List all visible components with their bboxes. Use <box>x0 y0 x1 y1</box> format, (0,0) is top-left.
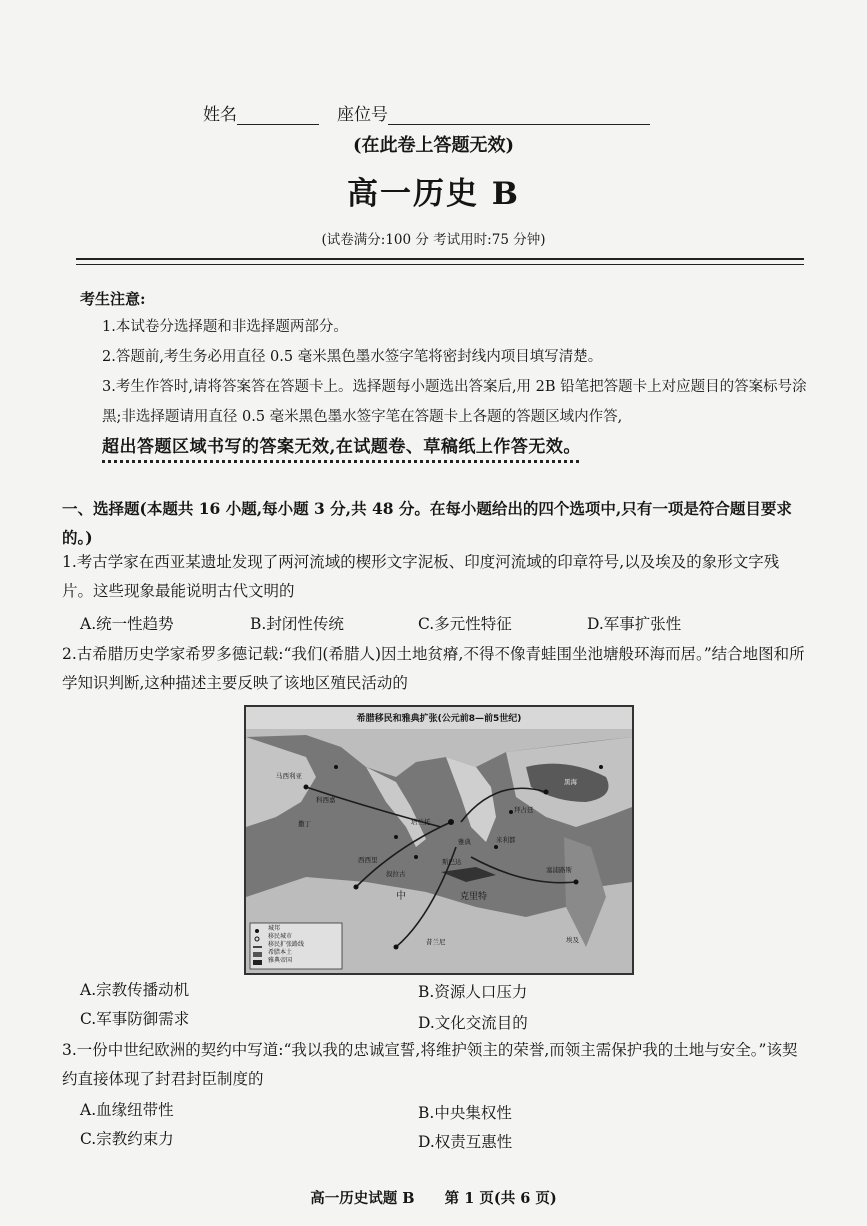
legend-item: 移民扩张路线 <box>268 941 305 948</box>
map-label: 塔兰托 <box>411 818 431 826</box>
map-label: 拜占廷 <box>514 806 534 814</box>
question-2-stem: 2.古希腊历史学家希罗多德记载:“我们(希腊人)因土地贫瘠,不得不像青蛙围坐池塘般环海而居。”结合地图和所学知识判断,这种描述主要反映了该地区殖民活动的 <box>62 645 805 692</box>
q2-option-a[interactable]: A.宗教传播动机 <box>80 981 190 999</box>
q3-option-b[interactable]: B.中央集权性 <box>418 1104 512 1122</box>
map-label: 塞浦路斯 <box>546 866 572 874</box>
question-3-stem: 3.一份中世纪欧洲的契约中写道:“我以我的忠诚宣誓,将维护领主的荣誉,而领主需保护我的土地与安全。”该契约直接体现了封君封臣制度的 <box>62 1041 798 1088</box>
legend-item: 雅典帝国 <box>268 957 293 964</box>
map-label: 撒丁 <box>298 820 311 828</box>
legend-item: 希腊本土 <box>268 949 293 956</box>
q1-option-b[interactable]: B.封闭性传统 <box>250 615 344 633</box>
map-label: 科西嘉 <box>316 796 336 804</box>
name-field[interactable] <box>237 104 319 125</box>
notice-item-text: 3.考生作答时,请将答案答在答题卡上。选择题每小题选出答案后,用 2B 铅笔把答题卡上对应题目的答案标号涂黑;非选择题请用直径 0.5 毫米黑色墨水签字笔在答题卡上各题的答题区域内作答, <box>102 379 807 425</box>
page-footer <box>0 1187 867 1208</box>
footer-page-number: 第 1 页(共 6 页) <box>444 1190 557 1207</box>
map-sea-label: 中 <box>396 891 406 902</box>
question-1-stem: 1.考古学家在西亚某遗址发现了两河流域的楔形文字泥板、印度河流域的印章符号,以及埃及的象形文字残片。这些现象最能说明古代文明的 <box>62 553 780 600</box>
map-title: 希腊移民和雅典扩张(公元前8—前5世纪) <box>356 714 522 724</box>
q2-option-c[interactable]: C.军事防御需求 <box>80 1010 190 1028</box>
map-label: 西西里 <box>358 856 378 864</box>
q2-option-d[interactable]: D.文化交流目的 <box>418 1014 528 1032</box>
notice-heading: 考生注意: <box>80 290 146 308</box>
candidate-info-line <box>203 100 650 125</box>
q3-option-c[interactable]: C.宗教约束力 <box>80 1130 174 1148</box>
divider-thin <box>76 264 804 265</box>
greek-colonization-map <box>244 705 634 975</box>
notice-emphasis: 超出答题区域书写的答案无效,在试题卷、草稿纸上作答无效。 <box>102 437 581 457</box>
map-label: 埃及 <box>566 936 579 944</box>
q2-option-b[interactable]: B.资源人口压力 <box>418 983 528 1001</box>
notice-item: 2.答题前,考生务必用直径 0.5 毫米黑色墨水签字笔将密封线内项目填写清楚。 <box>102 349 603 365</box>
divider-thick <box>76 258 804 260</box>
map-label: 黑海 <box>564 778 577 786</box>
map-island-label: 克里特 <box>460 892 488 902</box>
q1-option-c[interactable]: C.多元性特征 <box>418 615 512 633</box>
exam-title: 高一历史 B <box>347 176 520 212</box>
map-legend <box>268 925 304 965</box>
seat-field[interactable] <box>388 104 650 125</box>
legend-item: 移民城市 <box>268 933 293 940</box>
notice-item <box>102 372 808 463</box>
q3-option-d[interactable]: D.权责互惠性 <box>418 1133 513 1151</box>
map-label: 昔兰尼 <box>426 938 446 946</box>
map-label: 斯巴达 <box>442 858 462 866</box>
legend-item: 城邦 <box>268 925 281 932</box>
q3-option-a[interactable]: A.血缘纽带性 <box>80 1101 174 1119</box>
name-label: 姓名 <box>203 105 237 125</box>
map-label: 马西利亚 <box>276 772 302 780</box>
q1-option-d[interactable]: D.军事扩张性 <box>587 615 682 633</box>
section-heading: 一、选择题(本题共 16 小题,每小题 3 分,共 48 分。在每小题给出的四个选项中,只有一项是符合题目要求的。) <box>62 499 792 547</box>
seat-label: 座位号 <box>337 105 388 125</box>
invalid-note: (在此卷上答题无效) <box>352 135 515 156</box>
map-label: 叙拉古 <box>386 870 406 878</box>
map-label: 雅典 <box>458 838 471 846</box>
q1-option-a[interactable]: A.统一性趋势 <box>80 615 174 633</box>
exam-subtitle: (试卷满分:100 分 考试用时:75 分钟) <box>321 232 546 248</box>
footer-subject: 高一历史试题 B <box>310 1190 415 1207</box>
notice-item: 1.本试卷分选择题和非选择题两部分。 <box>102 319 348 335</box>
map-label: 米利都 <box>496 836 516 844</box>
